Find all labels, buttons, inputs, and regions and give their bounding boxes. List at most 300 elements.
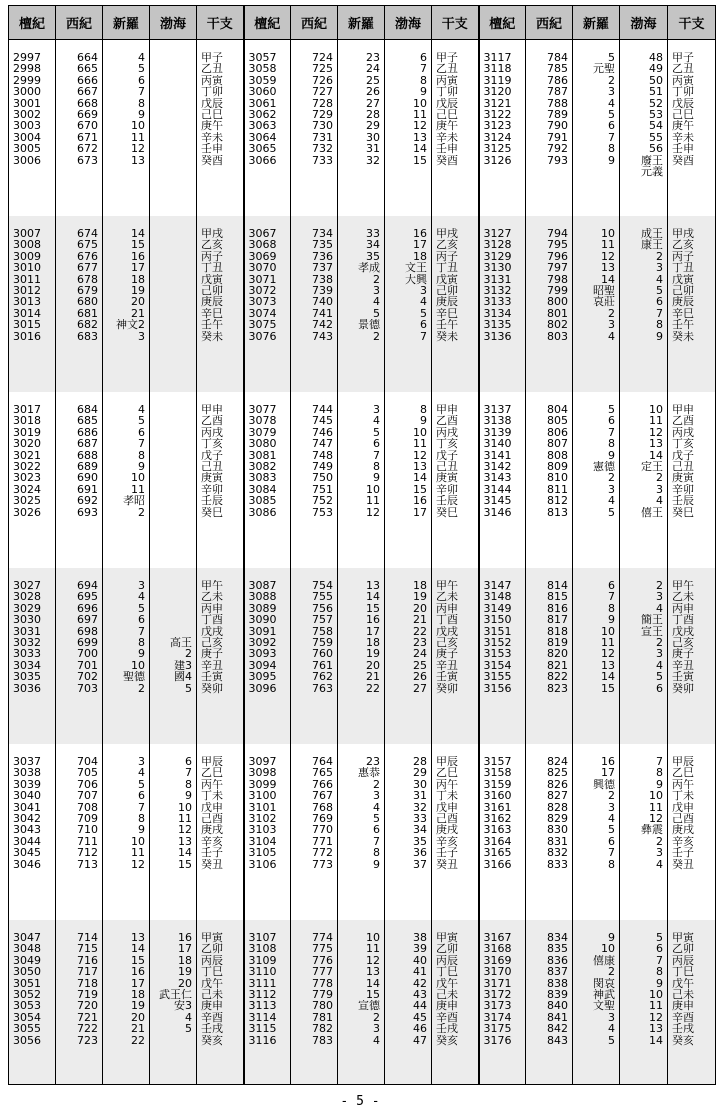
ganji-value: 丁丑 (201, 262, 223, 274)
ganji-value: 己酉 (436, 812, 458, 825)
ganji-value: 戊申 (201, 801, 223, 813)
western-year-value: 745 (312, 415, 333, 427)
table-band (9, 568, 716, 744)
western-year-value: 809 (547, 460, 568, 473)
western-year-value: 814 (547, 580, 568, 592)
balhae-value: 9 (656, 778, 663, 791)
dangi-value: 3034 (13, 659, 41, 672)
balhae-value (154, 52, 192, 63)
western-year-column-cell (291, 744, 338, 920)
silla-value: 6 (608, 415, 615, 427)
western-year-value: 722 (77, 1023, 98, 1035)
ganji-value: 乙丑 (201, 63, 223, 75)
western-year-value: 816 (547, 602, 568, 615)
ganji-value: 丁酉 (672, 614, 694, 626)
silla-value: 5 (138, 415, 145, 427)
western-year-value: 777 (312, 966, 333, 978)
dangi-value: 3166 (483, 858, 512, 870)
balhae-value: 19 (178, 966, 192, 978)
ganji-value: 癸酉 (672, 154, 694, 166)
western-year-value: 757 (312, 614, 333, 626)
western-year-value: 811 (547, 483, 568, 496)
silla-value: 10 (601, 625, 615, 637)
silla-value: 6 (138, 74, 145, 87)
page (8, 5, 712, 1085)
silla-value: 4 (608, 330, 615, 342)
balhae-column-cell (385, 744, 432, 920)
dangi-value: 3016 (13, 330, 41, 342)
balhae-value: 16 (178, 932, 192, 944)
balhae-column-cell (620, 568, 668, 744)
dangi-value: 3093 (248, 648, 277, 660)
balhae-value: 8 (656, 319, 663, 331)
silla-value: 孝成 (358, 262, 380, 274)
western-year-value: 763 (312, 682, 333, 694)
dangi-value: 3054 (13, 1011, 41, 1024)
western-year-value: 734 (312, 228, 333, 240)
balhae-column-cell (620, 744, 668, 920)
silla-value: 7 (138, 801, 145, 813)
ganji-value: 丙戌 (201, 426, 223, 439)
balhae-value: 4 (656, 495, 663, 507)
silla-value: 14 (131, 943, 145, 955)
balhae-value: 10 (178, 801, 192, 813)
ganji-column-cell (197, 744, 244, 920)
ganji-value: 甲子 (672, 52, 694, 64)
dangi-value: 3041 (13, 801, 41, 813)
ganji-value: 庚子 (436, 648, 458, 660)
dangi-value: 3174 (483, 1011, 512, 1024)
dangi-value: 3157 (483, 756, 512, 768)
dangi-value: 2998 (13, 63, 41, 75)
silla-value: 7 (373, 449, 380, 461)
silla-value: 19 (131, 1000, 145, 1012)
silla-value: 5 (138, 778, 145, 791)
balhae-value (154, 427, 192, 438)
ganji-value: 甲子 (201, 52, 223, 64)
western-year-value: 802 (547, 319, 568, 331)
ganji-value: 庚午 (201, 120, 223, 132)
silla-value: 10 (131, 120, 145, 132)
balhae-value: 7 (420, 330, 427, 342)
silla-value: 僖康 (593, 954, 615, 967)
ganji-value: 丙戌 (436, 426, 458, 439)
western-year-value: 747 (312, 438, 333, 450)
balhae-value: 建3 (174, 659, 192, 672)
balhae-value (154, 450, 192, 461)
western-year-value: 676 (77, 250, 98, 263)
western-year-column-cell (56, 216, 103, 392)
balhae-value: 3 (656, 648, 663, 660)
ganji-value: 丁亥 (672, 438, 694, 450)
balhae-value: 7 (656, 307, 663, 320)
ganji-value: 癸亥 (672, 1034, 694, 1046)
ganji-value: 己亥 (436, 636, 458, 649)
ganji-value: 丁酉 (436, 614, 458, 626)
western-year-value: 773 (312, 858, 333, 870)
balhae-value: 20 (413, 602, 427, 615)
ganji-value: 丁未 (672, 790, 694, 802)
silla-value: 22 (131, 1034, 145, 1046)
balhae-value: 22 (413, 625, 427, 637)
dangi-value: 3084 (248, 483, 277, 496)
western-year-value: 725 (312, 63, 333, 75)
balhae-value: 50 (649, 74, 663, 87)
western-year-value: 787 (547, 86, 568, 98)
western-year-value: 780 (312, 1000, 333, 1012)
dangi-column-cell (479, 392, 526, 568)
western-year-column-cell (526, 568, 573, 744)
silla-value: 景德 (358, 319, 380, 331)
balhae-value: 5 (656, 671, 663, 683)
silla-value: 11 (601, 636, 615, 649)
silla-value: 14 (131, 228, 145, 240)
balhae-value (154, 484, 192, 495)
western-year-value: 766 (312, 778, 333, 791)
silla-value: 15 (366, 988, 380, 1001)
ganji-value: 辛未 (201, 131, 223, 144)
dangi-value: 3059 (248, 74, 277, 87)
dangi-value: 3042 (13, 812, 41, 825)
silla-value: 9 (373, 858, 380, 870)
header-silla: 新羅 (338, 6, 385, 40)
balhae-value: 9 (420, 415, 427, 427)
dangi-value: 3080 (248, 438, 277, 450)
dangi-value: 3170 (483, 966, 512, 978)
western-year-value: 797 (547, 262, 568, 274)
ganji-value: 辛巳 (201, 307, 223, 320)
dangi-value: 3053 (13, 1000, 41, 1012)
silla-value: 16 (366, 614, 380, 626)
header-balhae: 渤海 (150, 6, 197, 40)
silla-value: 17 (131, 977, 145, 989)
silla-value: 3 (373, 1023, 380, 1035)
western-year-value: 681 (77, 307, 98, 320)
balhae-value (154, 132, 192, 143)
dangi-value: 3032 (13, 636, 41, 649)
header-ganji: 干支 (432, 6, 479, 40)
dangi-value: 2997 (13, 52, 41, 64)
dangi-value: 3027 (13, 580, 41, 592)
silla-value: 16 (131, 250, 145, 263)
western-year-value: 775 (312, 943, 333, 955)
balhae-value (154, 239, 192, 250)
balhae-value: 7 (656, 954, 663, 967)
silla-value: 惠恭 (358, 767, 380, 779)
balhae-value: 33 (413, 812, 427, 825)
ganji-value: 甲寅 (436, 932, 458, 944)
dangi-value: 3114 (248, 1011, 277, 1024)
western-year-value: 756 (312, 602, 333, 615)
silla-value: 13 (601, 262, 615, 274)
balhae-column-cell (385, 568, 432, 744)
balhae-value: 15 (413, 154, 427, 166)
ganji-value: 乙未 (436, 591, 458, 603)
dangi-value: 3129 (483, 250, 512, 263)
balhae-value: 4 (656, 659, 663, 672)
silla-column-cell (573, 920, 620, 1085)
dangi-value: 3115 (248, 1023, 277, 1035)
ganji-column-cell (432, 392, 479, 568)
ganji-column-cell (432, 568, 479, 744)
balhae-value: 24 (413, 648, 427, 660)
western-year-value: 813 (547, 506, 568, 518)
silla-value: 32 (366, 154, 380, 166)
dangi-value: 3173 (483, 1000, 512, 1012)
dangi-value: 3000 (13, 86, 41, 98)
dangi-value: 3029 (13, 602, 41, 615)
balhae-value (154, 296, 192, 307)
balhae-value: 13 (649, 1023, 663, 1035)
balhae-value: 25 (413, 659, 427, 672)
ganji-value: 辛亥 (436, 835, 458, 848)
silla-value: 17 (366, 625, 380, 637)
balhae-value: 26 (413, 671, 427, 683)
western-year-value: 822 (547, 671, 568, 683)
silla-value: 4 (608, 1023, 615, 1035)
dangi-column-cell (244, 568, 291, 744)
ganji-column-cell (668, 216, 716, 392)
balhae-value: 11 (178, 812, 192, 825)
ganji-value: 辛未 (672, 131, 694, 144)
ganji-value: 壬戌 (201, 1023, 223, 1035)
ganji-value: 戊子 (201, 449, 223, 461)
dangi-value: 3159 (483, 778, 512, 791)
silla-value: 12 (601, 250, 615, 263)
ganji-value: 戊子 (436, 449, 458, 461)
dangi-value: 3061 (248, 97, 277, 109)
balhae-value: 8 (185, 778, 192, 791)
western-year-value: 726 (312, 74, 333, 87)
silla-value: 12 (131, 858, 145, 870)
western-year-value: 733 (312, 154, 333, 166)
dangi-column-cell (244, 392, 291, 568)
ganji-column-cell (197, 920, 244, 1085)
balhae-value: 安3 (174, 1000, 192, 1012)
ganji-value: 壬申 (672, 143, 694, 155)
ganji-value: 癸卯 (201, 682, 223, 694)
silla-value: 7 (138, 86, 145, 98)
silla-value: 2 (608, 966, 615, 978)
balhae-value: 8 (656, 767, 663, 779)
western-year-value: 709 (77, 812, 98, 825)
balhae-value: 2 (656, 472, 663, 484)
western-year-value: 717 (77, 966, 98, 978)
western-year-value: 680 (77, 296, 98, 308)
dangi-value: 3153 (483, 648, 512, 660)
silla-value: 2 (608, 74, 615, 87)
ganji-value: 丙寅 (436, 74, 458, 87)
ganji-value: 壬戌 (672, 1023, 694, 1035)
western-year-value: 671 (77, 131, 98, 144)
silla-value: 2 (373, 330, 380, 342)
dangi-value: 3067 (248, 228, 277, 240)
silla-value: 14 (601, 671, 615, 683)
ganji-value: 己卯 (436, 284, 458, 297)
western-year-value: 667 (77, 86, 98, 98)
dangi-value: 3043 (13, 824, 41, 836)
balhae-value: 55 (649, 131, 663, 144)
dangi-value: 3057 (248, 52, 277, 64)
western-year-value: 689 (77, 460, 98, 473)
balhae-value: 54 (649, 120, 663, 132)
ganji-value: 辛酉 (201, 1011, 223, 1024)
silla-value: 2 (608, 790, 615, 802)
dangi-value: 3048 (13, 943, 41, 955)
western-year-value: 785 (547, 63, 568, 75)
silla-value: 10 (366, 932, 380, 944)
western-year-value: 704 (77, 756, 98, 768)
silla-value: 神武 (593, 988, 615, 1001)
balhae-value: 10 (649, 790, 663, 802)
balhae-value: 17 (178, 943, 192, 955)
silla-value: 7 (138, 625, 145, 637)
silla-value: 6 (373, 824, 380, 836)
silla-value: 13 (131, 932, 145, 944)
dangi-value: 3076 (248, 330, 277, 342)
balhae-value: 6 (420, 319, 427, 331)
western-year-column-cell (526, 392, 573, 568)
balhae-value: 2 (656, 835, 663, 848)
silla-value: 10 (601, 943, 615, 955)
western-year-value: 798 (547, 273, 568, 285)
dangi-value: 3019 (13, 426, 41, 439)
balhae-value: 8 (420, 74, 427, 87)
dangi-value: 3001 (13, 97, 41, 109)
silla-value: 元聖 (593, 63, 615, 75)
western-year-value: 796 (547, 250, 568, 263)
dangi-value: 3098 (248, 767, 277, 779)
dangi-column-cell (9, 744, 56, 920)
western-year-value: 738 (312, 273, 333, 285)
dangi-column-cell (479, 568, 526, 744)
dangi-value: 3068 (248, 239, 277, 251)
ganji-value: 丁未 (436, 790, 458, 802)
balhae-column-cell (620, 920, 668, 1085)
dangi-value: 3003 (13, 120, 41, 132)
dangi-value: 3154 (483, 659, 512, 672)
dangi-value: 3070 (248, 262, 277, 274)
silla-value: 11 (131, 483, 145, 496)
dangi-value: 3107 (248, 932, 277, 944)
dangi-value: 3112 (248, 988, 277, 1001)
silla-value: 5 (608, 52, 615, 64)
dangi-value: 3162 (483, 812, 512, 825)
dangi-value: 3133 (483, 296, 512, 308)
western-year-value: 682 (77, 319, 98, 331)
balhae-value: 9 (656, 330, 663, 342)
balhae-value (154, 438, 192, 449)
ganji-column-cell (668, 568, 716, 744)
balhae-value: 元義 (641, 165, 663, 178)
balhae-value: 8 (420, 404, 427, 416)
western-year-value: 708 (77, 801, 98, 813)
dangi-value: 3140 (483, 438, 512, 450)
balhae-value: 5 (656, 932, 663, 944)
dangi-value: 3044 (13, 835, 41, 848)
balhae-value: 4 (185, 1011, 192, 1024)
dangi-value: 3039 (13, 778, 41, 791)
ganji-value: 辛丑 (201, 659, 223, 672)
balhae-value: 20 (178, 977, 192, 989)
balhae-value: 21 (413, 614, 427, 626)
western-year-value: 707 (77, 790, 98, 802)
silla-value: 6 (608, 835, 615, 848)
ganji-value: 甲申 (672, 404, 694, 416)
ganji-value: 庚寅 (201, 472, 223, 484)
balhae-value (154, 495, 192, 506)
table-band (9, 744, 716, 920)
dangi-value: 3060 (248, 86, 277, 98)
ganji-value: 庚辰 (672, 296, 694, 308)
western-year-value: 784 (547, 52, 568, 64)
western-year-value: 687 (77, 438, 98, 450)
balhae-value: 廢王 (641, 154, 663, 166)
ganji-value: 辛丑 (672, 659, 694, 672)
silla-value: 11 (601, 239, 615, 251)
dangi-value: 3150 (483, 614, 512, 626)
balhae-value (154, 143, 192, 154)
dangi-value: 3062 (248, 108, 277, 121)
silla-value: 6 (373, 438, 380, 450)
western-year-value: 824 (547, 756, 568, 768)
dangi-value: 3099 (248, 778, 277, 791)
dangi-value: 3049 (13, 954, 41, 967)
silla-value: 3 (373, 790, 380, 802)
western-year-value: 768 (312, 801, 333, 813)
ganji-value: 壬寅 (672, 671, 694, 683)
dangi-value: 3143 (483, 472, 512, 484)
silla-value: 19 (366, 648, 380, 660)
balhae-column-cell (385, 920, 432, 1085)
silla-value: 11 (366, 943, 380, 955)
western-year-value: 767 (312, 790, 333, 802)
balhae-value: 11 (649, 801, 663, 813)
western-year-value: 803 (547, 330, 568, 342)
ganji-value: 壬寅 (201, 671, 223, 683)
balhae-value: 康王 (641, 239, 663, 251)
ganji-value: 癸卯 (436, 682, 458, 694)
balhae-value: 14 (413, 143, 427, 155)
western-year-value: 790 (547, 120, 568, 132)
balhae-column-cell (150, 40, 197, 217)
dangi-value: 3022 (13, 460, 41, 473)
western-year-value: 746 (312, 426, 333, 439)
silla-value: 4 (138, 591, 145, 603)
western-year-column-cell (56, 568, 103, 744)
western-year-value: 723 (77, 1034, 98, 1046)
ganji-value: 癸亥 (201, 1034, 223, 1046)
ganji-value: 癸未 (201, 330, 223, 342)
silla-value: 4 (138, 404, 145, 416)
western-year-value: 748 (312, 449, 333, 461)
ganji-value: 己亥 (201, 636, 223, 649)
dangi-value: 3116 (248, 1034, 277, 1046)
western-year-value: 754 (312, 580, 333, 592)
western-year-value: 830 (547, 824, 568, 836)
silla-value: 10 (601, 228, 615, 240)
ganji-value: 乙卯 (201, 943, 223, 955)
dangi-value: 3151 (483, 625, 512, 637)
dangi-value: 3155 (483, 671, 512, 683)
western-year-value: 703 (77, 682, 98, 694)
western-year-value: 691 (77, 483, 98, 496)
western-year-value: 729 (312, 108, 333, 121)
silla-value: 4 (373, 296, 380, 308)
western-year-value: 692 (77, 495, 98, 507)
western-year-value: 718 (77, 977, 98, 989)
dangi-value: 2999 (13, 74, 41, 87)
